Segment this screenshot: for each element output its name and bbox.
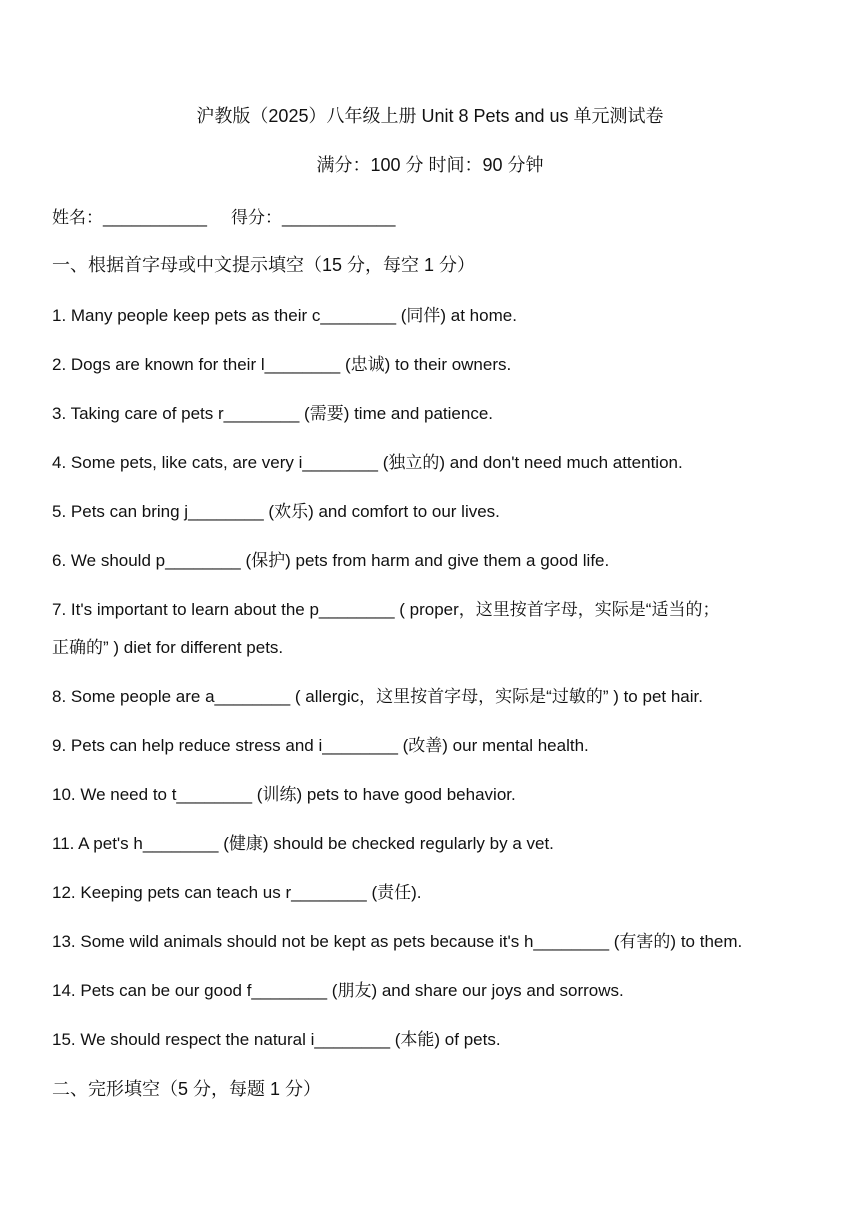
exam-score-time: 满分：100 分 时间：90 分钟 — [316, 155, 544, 175]
question-item: 7. It's important to learn about the p________ ( proper，这里按首字母，实际是“适当的； — [52, 600, 720, 619]
question-item: 13. Some wild animals should not be kept as pets because it's h________ (有害的) to them. — [52, 932, 743, 951]
question-item: 15. We should respect the natural i________ (本能) of pets. — [52, 1030, 501, 1049]
section-heading-part1: 一、根据首字母或中文提示填空（15 分，每空 1 分） — [52, 255, 476, 275]
question-item: 9. Pets can help reduce stress and i________ (改善) our mental health. — [52, 736, 589, 755]
question-item: 2. Dogs are known for their l________ (忠诚) to their owners. — [52, 355, 512, 374]
question-item-continuation: 正确的” ) diet for different pets. — [52, 638, 284, 657]
question-item: 10. We need to t________ (训练) pets to have good behavior. — [52, 785, 516, 804]
question-item: 11. A pet's h________ (健康) should be checked regularly by a vet. — [52, 834, 554, 853]
question-item: 4. Some pets, like cats, are very i________ (独立的) and don't need much attention. — [52, 453, 683, 472]
question-item: 8. Some people are a________ ( allergic，这里按首字母，实际是“过敏的” ) to pet hair. — [52, 687, 703, 706]
question-item: 12. Keeping pets can teach us r________ (责任). — [52, 883, 422, 902]
name-field: 姓名：___________ — [52, 208, 208, 227]
exam-title: 沪教版（2025）八年级上册 Unit 8 Pets and us 单元测试卷 — [196, 106, 664, 126]
question-item: 14. Pets can be our good f________ (朋友) and share our joys and sorrows. — [52, 981, 624, 1000]
question-item: 6. We should p________ (保护) pets from harm and give them a good life. — [52, 551, 610, 570]
question-item: 3. Taking care of pets r________ (需要) time and patience. — [52, 404, 493, 423]
student-info-row — [52, 203, 395, 228]
question-item: 1. Many people keep pets as their c________ (同伴) at home. — [52, 306, 517, 325]
section-heading-part2: 二、完形填空（5 分，每题 1 分） — [52, 1079, 322, 1099]
question-item: 5. Pets can bring j________ (欢乐) and comfort to our lives. — [52, 502, 500, 521]
score-field: 得分：____________ — [231, 208, 396, 227]
